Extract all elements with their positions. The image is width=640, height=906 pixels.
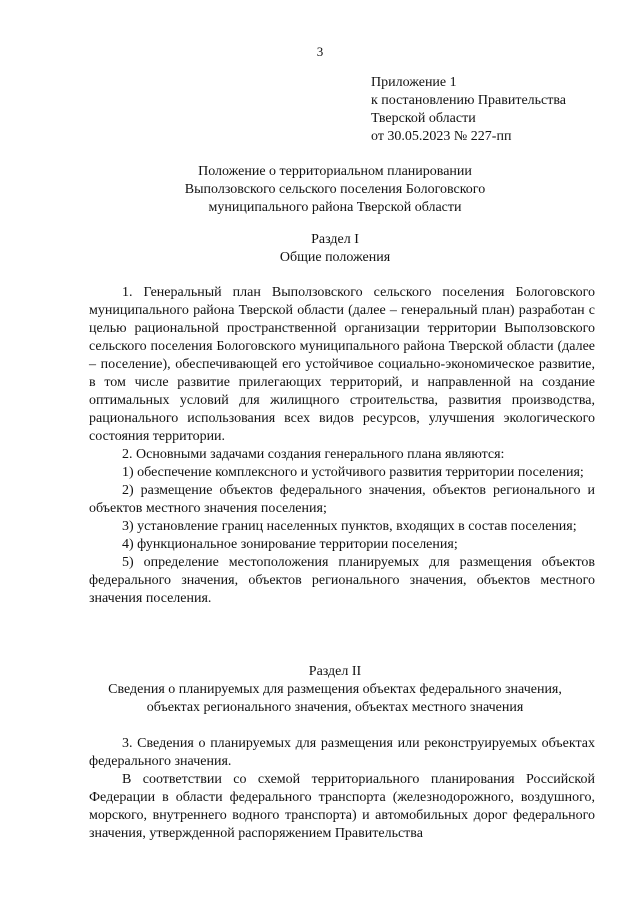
list-item: 1) обеспечение комплексного и устойчивого развития территории поселения;: [122, 465, 584, 480]
list-item: 4) функциональное зонирование территории поселения;: [122, 537, 458, 552]
list-item: 3) установление границ населенных пунктов, входящих в состав поселения;: [122, 519, 577, 534]
section-2-subheading-line: объектах регионального значения, объектах местного значения: [146, 700, 524, 715]
appendix-line: от 30.05.2023 № 227-пп: [371, 129, 512, 144]
list-item: 2) размещение объектов федерального значения, объектов регионального и объектов местного значения поселения;: [89, 483, 595, 516]
paragraph: 2. Основными задачами создания генерального плана являются:: [122, 447, 505, 462]
document-title: [0, 163, 640, 217]
title-line: Выползовского сельского поселения Бологовского: [184, 182, 486, 197]
appendix-line: к постановлению Правительства: [371, 93, 567, 108]
section-1-subheading: Общие положения: [279, 250, 391, 265]
list-item: 5) определение местоположения планируемых для размещения объектов федерального значения, объектов регионального значения, объектов местного значения поселения.: [89, 555, 595, 606]
section-2-subheading-line: Сведения о планируемых для размещения объектах федерального значения,: [108, 682, 562, 697]
appendix-line: Приложение 1: [371, 75, 457, 90]
appendix-line: Тверской области: [371, 111, 476, 126]
section-2-heading: Раздел II: [308, 664, 362, 679]
paragraph: 1. Генеральный план Выползовского сельского поселения Бологовского муниципального района Тверской области (далее – генеральный план) разработан с целью рациональной пространственной организации территории Выползовского сельского поселения Бологовского муниципального района Тверской области (далее – поселение), обеспечивающей его устойчивое социально-экономическое развитие, в том числе развитие прилегающих территорий, и направленной на создание оптимальных условий для жилищного строительства, развития производства, рационального использования всех видов ресурсов, улучшения экологического состояния территории.: [89, 285, 595, 444]
title-line: муниципального района Тверской области: [208, 200, 462, 215]
title-line: Положение о территориальном планировании: [198, 164, 472, 179]
section-1-header: [0, 231, 640, 267]
page-number: 3: [316, 44, 324, 59]
section-2-body: [89, 735, 595, 843]
paragraph: 3. Сведения о планируемых для размещения или реконструируемых объектах федерального значения.: [89, 736, 595, 769]
paragraph: В соответствии со схемой территориального планирования Российской Федерации в области федерального транспорта (железнодорожного, воздушного, морского, внутреннего водного транспорта) и автомобильных дорог федерального значения, утвержденной распоряжением Правительства: [89, 772, 595, 841]
section-1-body: [89, 284, 595, 608]
section-2-header: [0, 663, 640, 717]
section-1-heading: Раздел I: [311, 232, 359, 247]
appendix-block: [371, 74, 566, 146]
